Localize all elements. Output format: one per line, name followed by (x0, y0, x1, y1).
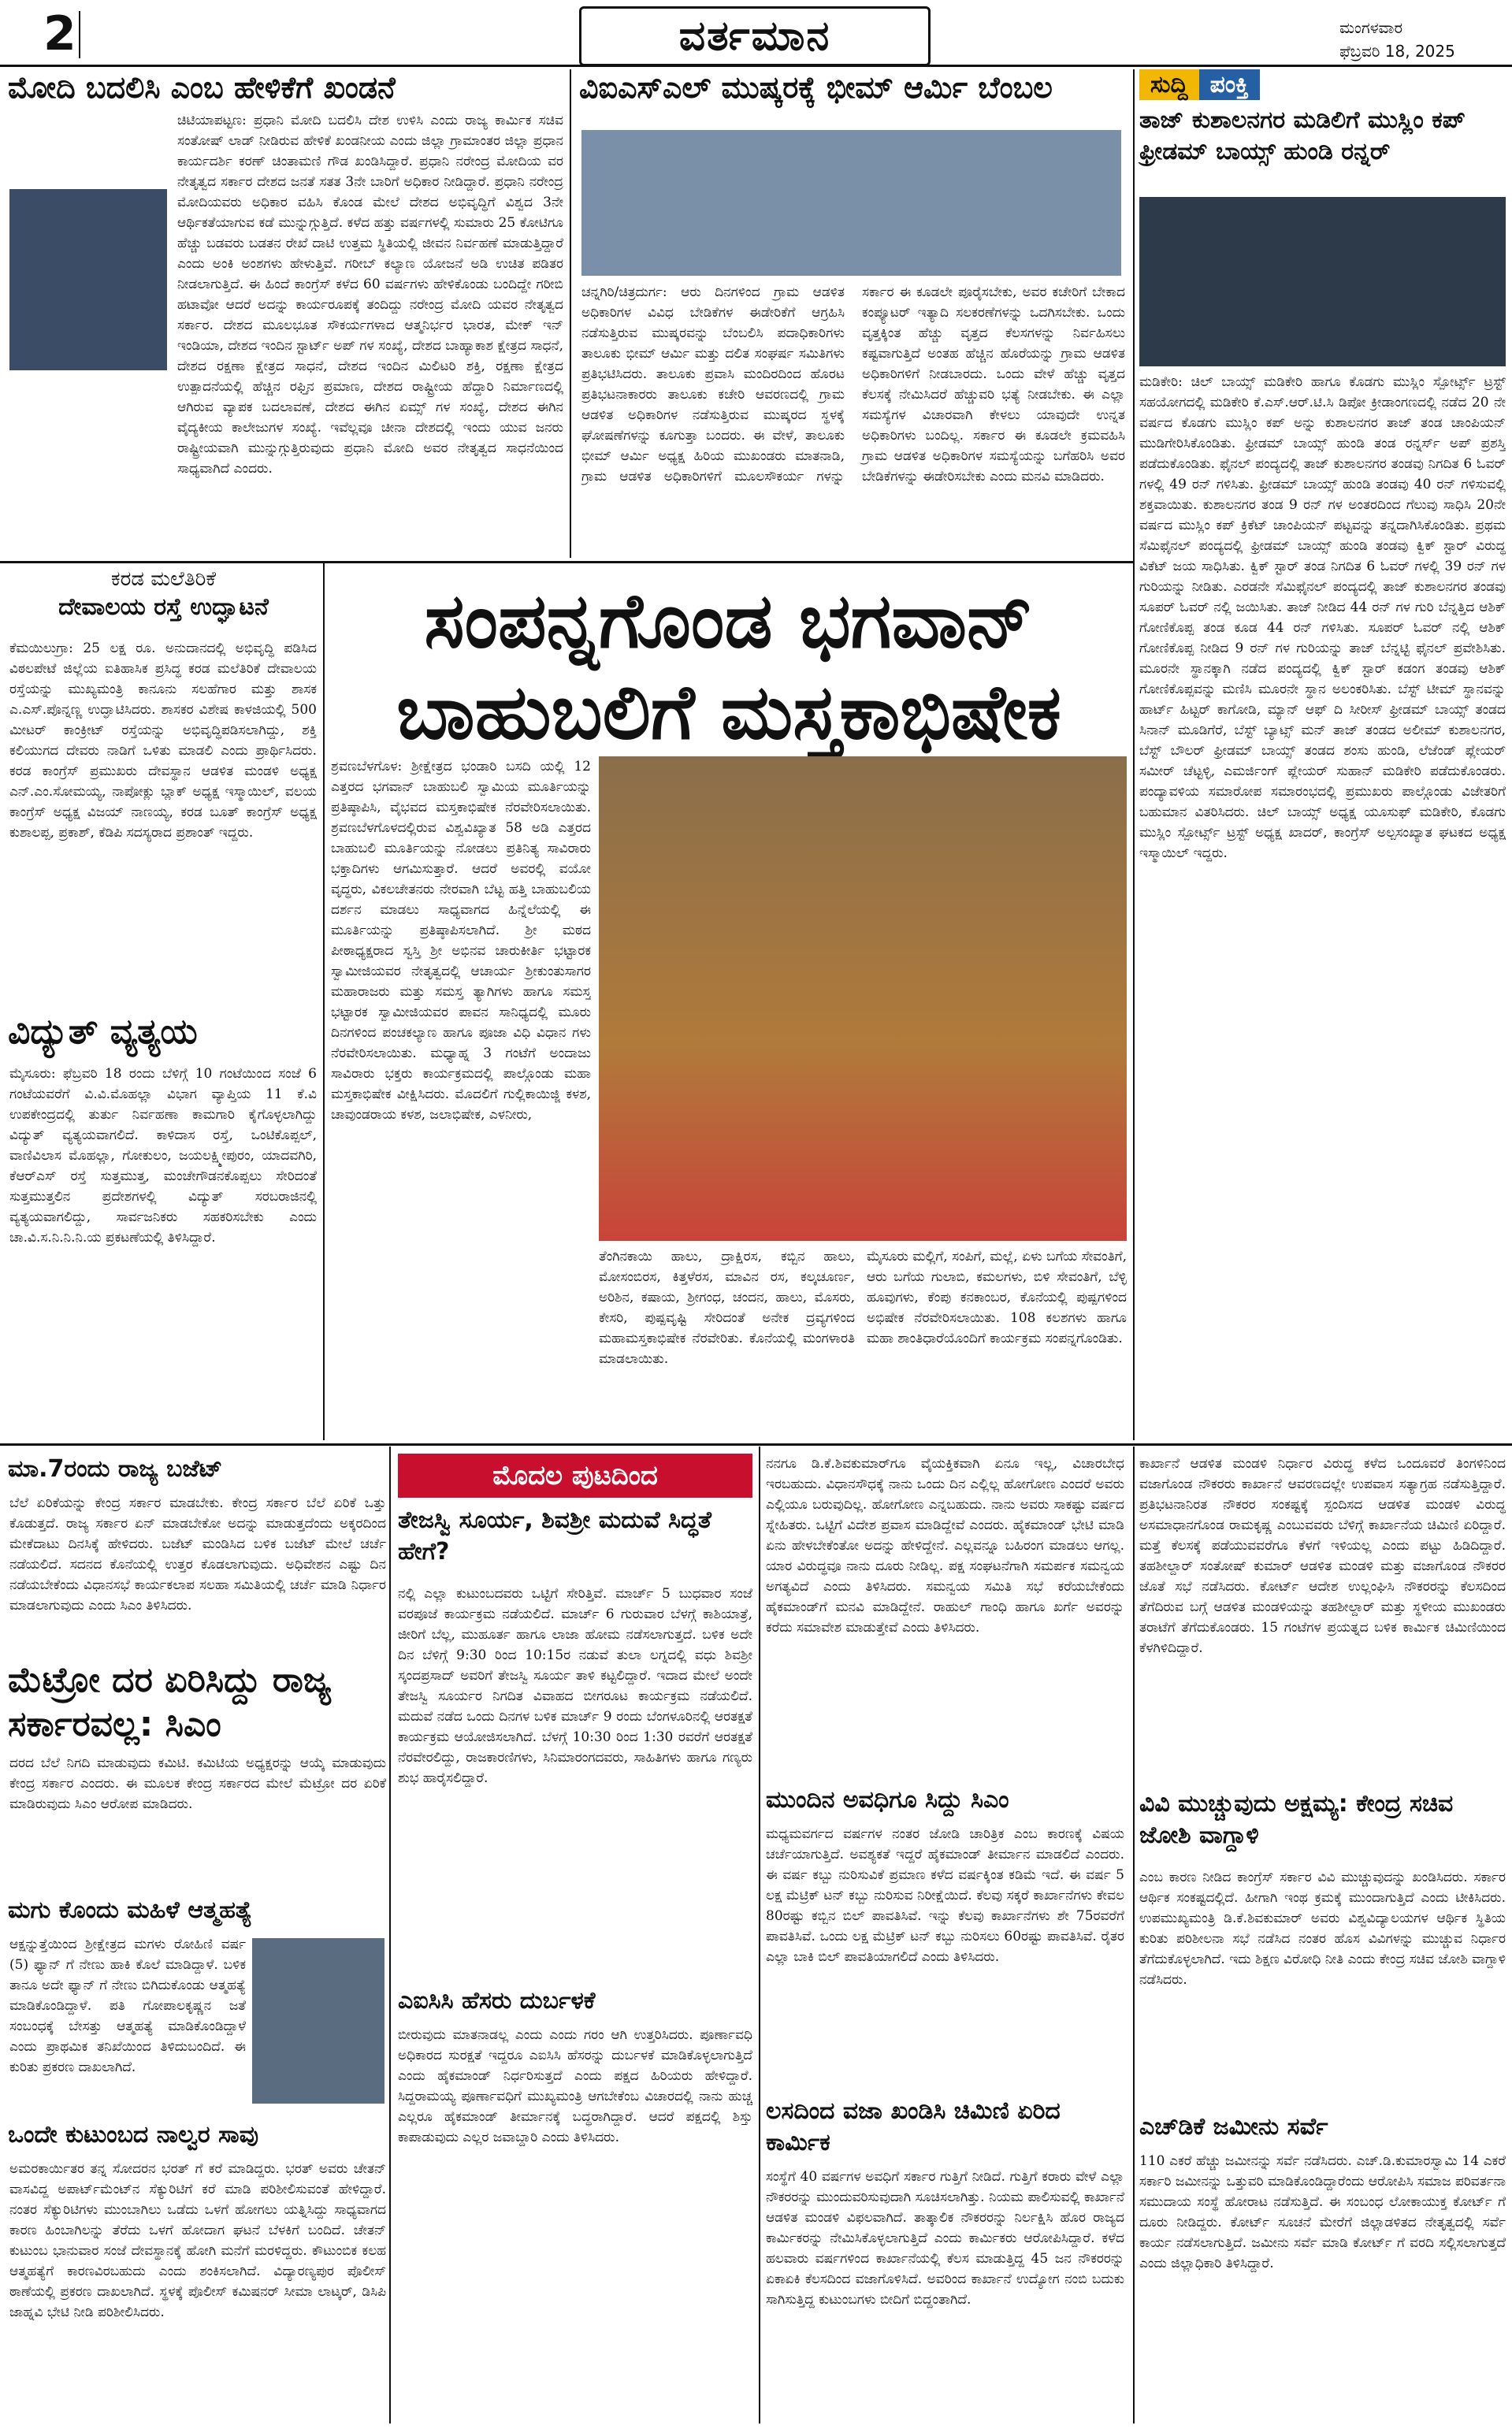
article-body: ಚನ್ನಗಿರಿ/ಚಿತ್ರದುರ್ಗ: ಆರು ದಿನಗಳಿಂದ ಗ್ರಾಮ ಆಡಳಿತ ಅಧಿಕಾರಿಗಳ ವಿವಿಧ ಬೇಡಿಕೆಗಳ ಈಡೇರಿಕೆಗೆ ಆಗ್ರಹಿಸಿ ನಡೆಸುತ್ತಿರುವ ಮುಷ್ಕರವನ್ನು ಬೆಂಬಲಿಸಿ ಪದಾಧಿಕಾರಿಗಳು ತಾಲೂಕು ಭೀಮ್ ಆರ್ಮಿ ಮತ್ತು ದಲಿತ ಸಂಘರ್ಷ ಸಮಿತಿಗಳು ಪ್ರತಿಭಟಿಸಿದರು. ತಾಲೂಕು ಪ್ರವಾಸಿ ಮಂದಿರದಿಂದ ಹೊರಟ ಪ್ರತಿಭಟನಾಕಾರರು ತಾಲೂಕು ಕಚೇರಿ ಆವರಣದಲ್ಲಿ ಗ್ರಾಮ ಆಡಳಿತ ಅಧಿಕಾರಿಗಳ ನಡೆಸುತ್ತಿರುವ ಮುಷ್ಕರದ ಸ್ಥಳಕ್ಕೆ ಘೋಷಣೆಗಳನ್ನು ಕೂಗುತ್ತಾ ಬಂದರು. ಈ ವೇಳೆ, ತಾಲೂಕು ಭೀಮ್ ಆರ್ಮಿ ಅಧ್ಯಕ್ಷ ಹಿರಿಯ ಮುಖಂಡರು ಮಾತನಾಡಿ, ಗ್ರಾಮ ಆಡಳಿತ ಅಧಿಕಾರಿಗಳಿಗೆ ಮೂಲಸೌಕರ್ಯ ಗಳನ್ನು ಸರ್ಕಾರ ಈ ಕೂಡಲೇ ಪೂರೈಸಬೇಕು, ಅವರ ಕಚೇರಿಗೆ ಬೇಕಾದ ಕಂಪ್ಯೂಟರ್ ಇತ್ಯಾದಿ ಸಲಕರಣೆಗಳನ್ನು ಒದಗಿಸಬೇಕು. ಒಂದು ವೃತ್ತಕ್ಕಿಂತ ಹೆಚ್ಚು ವೃತ್ತದ ಕೆಲಸಗಳನ್ನು ನಿರ್ವಹಿಸಲು ಕಷ್ಟವಾಗುತ್ತಿದೆ ಅಂತಹ ಹೆಚ್ಚಿನ ಹೊರೆಯನ್ನು ಗ್ರಾಮ ಆಡಳಿತ ಅಧಿಕಾರಿಗಳಿಗೆ ನೀಡಬಾರದು. ಒಂದು ವೇಳೆ ಹೆಚ್ಚು ವೃತ್ತದ ಕೆಲಸಕ್ಕೆ ನೇಮಿಸಿದರೆ ಹೆಚ್ಚುವರಿ ಭತ್ಯೆ ನೀಡಬೇಕು. ಈ ಎಲ್ಲಾ ಸಮಸ್ಯೆಗಳ ವಿಚಾರವಾಗಿ ಕೇಳಲು ಯಾವುದೇ ಉನ್ನತ ಅಧಿಕಾರಿಗಳು ಬಂದಿಲ್ಲ. ಸರ್ಕಾರ ಈ ಕೂಡಲೇ ಕ್ರಮವಹಿಸಿ ಗ್ರಾಮ ಆಡಳಿತ ಅಧಿಕಾರಿಗಳ ಸಮಸ್ಯೆಯನ್ನು ಬಗೆಹರಿಸಿ ಅವರ ಬೇಡಿಕೆಗಳನ್ನು ಈಡೇರಿಸಬೇಕು ಎಂದು ಮನವಿ ಮಾಡಿದರು. (581, 284, 1125, 485)
headline: ವಿವಿ ಮುಚ್ಚುವುದು ಅಕ್ಷಮ್ಯ: ಕೇಂದ್ರ ಸಚಿವ ಜೋಶಿ ವಾಗ್ದಾಳಿ (1139, 1790, 1454, 1849)
headline: ವಿಐಎಸ್‌ಎಲ್ ಮುಷ್ಕರಕ್ಕೆ ಭೀಮ್ ಆರ್ಮಿ ಬೆಂಬಲ (579, 70, 1053, 105)
headline: ಮೆಟ್ರೋ ದರ ಏರಿಸಿದ್ದು ರಾಜ್ಯ ಸರ್ಕಾರವಲ್ಲ: ಸಿಎಂ (8, 1660, 332, 1744)
headline: ಸಂಪನ್ನಗೊಂಡ ಭಗವಾನ್ ಬಾಹುಬಲಿಗೆ ಮಸ್ತಕಾಭಿಷೇಕ (396, 577, 1061, 756)
article-tejasvi-wedding (398, 1505, 756, 1568)
article-budget (8, 1454, 386, 1485)
issue-day: ಮಂಗಳವಾರ (1339, 18, 1403, 37)
article-photo (252, 1938, 385, 2104)
article-siddu-cm (766, 1785, 1128, 1816)
article-body-continued: ನನಗೂ ಡಿ.ಕೆ.ಶಿವಕುಮಾರ್‌ಗೂ ವೈಯಕ್ತಿಕವಾಗಿ ಏನೂ ಇಲ್ಲ, ವಿಚಾರಬೇಧ ಇರಬಹುದು. ವಿಧಾನಸೌಧಕ್ಕೆ ನಾನು ಒಂದು ದಿನ ಎಲ್ಲಿಲ್ಲ ಹೋಗೋಣ ಎಂದರೆ ಅವರು ಎಲ್ಲಿಯೂ ಬರುವುದಿಲ್ಲ. ಹೋಗೋಣ ಎನ್ನಬಹುದು. ನಾನು ಅವರು ಸಾಕಷ್ಟು ವರ್ಷದ ಸ್ನೇಹಿತರು. ಒಟ್ಟಿಗೆ ವಿದೇಶ ಪ್ರವಾಸ ಮಾಡಿದ್ದೇವೆ ಎಂದರು. ಹೈಕಮಾಂಡ್ ಭೇಟಿ ಮಾಡಿ ಏನು ಹೇಳಬೇಕೆಂತೋ ಅದನ್ನು ಹೇಳಿದ್ದೇನೆ. ಎಲ್ಲವನ್ನೂ ಬಹಿರಂಗ ಮಾಡಲು ಆಗಲ್ಲ. ಯಾರ ವಿರುದ್ಧವೂ ನಾನು ದೂರು ನೀಡಿಲ್ಲ. ಪಕ್ಷ ಸಂಘಟನೆಗಾಗಿ ಸಮರ್ಪಕ ಸಮನ್ವಯ ಅಗತ್ಯವಿದೆ ಎಂದು ತಿಳಿಸಿದರು. ಸಮನ್ವಯ ಸಮಿತಿ ಸಭೆ ಕರೆಯಬೇಕೆಂದು ಹೈಕಮಾಂಡ್‌ಗೆ ಮನವಿ ಮಾಡಿದ್ದೇನೆ. ರಾಹುಲ್ ಗಾಂಧಿ ಹಾಗೂ ಖರ್ಗೆ ಅವರನ್ನು ಕರೆದು ಸಮಾವೇಶ ಮಾಡುತ್ತೇವೆ ಎಂದು ತಿಳಿಸಿದರು. (766, 1456, 1124, 1636)
column-divider (389, 1447, 391, 2423)
article-bhim-army (579, 69, 1131, 106)
article-worker-chimney (766, 2096, 1128, 2159)
article-power-cut (8, 1010, 319, 1054)
article-body: ಅಮರಕಾರ್ಯಿತರ ತನ್ನ ಸೋದರನ ಭರತ್ ಗೆ ಕರೆ ಮಾಡಿದ್ದರು. ಭರತ್ ಅವರು ಚೇತನ್ ವಾಸವಿದ್ದ ಅಪಾರ್ಟ್‌ಮೆಂಟ್‌ನ ಸೆಕ್ಯುರಿಟಿಗೆ ಕರೆ ಮಾಡಿ ಪರಿಶೀಲಿಸುವಂತೆ ಹೇಳಿದ್ದಾರೆ. ನಂತರ ಸೆಕ್ಯುರಿಟಿಗಳು ಮುಂಬಾಗಿಲು ಒಡೆದು ಒಳಗೆ ಹೋಗಲು ಯತ್ನಿಸಿದ್ದು ಸಾಧ್ಯವಾಗದ ಕಾರಣ ಹಿಂಬಾಗಿಲನ್ನು ತೆರೆದು ಒಳಗೆ ಹೋದಾಗ ಘಟನೆ ಬೆಳಕಿಗೆ ಬಂದಿದೆ. ಚೇತನ್ ಕುಟುಂಬ ಭಾನುವಾರ ಸಂಜೆ ದೇವಸ್ಥಾನಕ್ಕೆ ಹೋಗಿ ಮನೆಗೆ ಮರಳಿದ್ದರು. ಕೌಟುಂಬಿಕ ಕಲಹ ಆತ್ಮಹತ್ಯೆಗೆ ಕಾರಣವಿರಬಹುದು ಎಂದು ಶಂಕಿಸಲಾಗಿದೆ. ವಿದ್ಯಾರಣ್ಯಪುರ ಪೊಲೀಸ್ ಠಾಣೆಯಲ್ಲಿ ಪ್ರಕರಣ ದಾಖಲಾಗಿದೆ. ಸ್ಥಳಕ್ಕೆ ಪೊಲೀಸ್ ಕಮಿಷನರ್ ಸೀಮಾ ಲಾಟ್ಕರ್, ಡಿಸಿಪಿ ಜಾಹ್ನವಿ ಭೇಟಿ ನೀಡಿ ಪರಿಶೀಲಿಸಿದರು. (9, 2161, 386, 2320)
column-divider (323, 561, 325, 1440)
article-modi-statement (8, 69, 567, 106)
headline: ಮಾ.7ರಂದು ರಾಜ್ಯ ಬಜೆಟ್ (8, 1455, 223, 1483)
column-divider (759, 1447, 760, 2423)
article-family-deaths (8, 2119, 386, 2151)
section-rule (0, 1443, 1512, 1446)
tag-pankti: ಪಂಕ್ತಿ (1199, 69, 1260, 100)
article-aicc-misuse (398, 1985, 756, 2017)
article-photo (9, 189, 167, 370)
article-suicide (8, 1895, 386, 1926)
article-photo (1139, 197, 1506, 366)
issue-date (1339, 16, 1455, 63)
article-temple-road (8, 567, 319, 623)
article-body-continued: ಕಾರ್ಖಾನೆ ಆಡಳಿತ ಮಂಡಳಿ ನಿರ್ಧಾರ ವಿರುದ್ಧ ಕಳೆದ ಒಂದೂವರೆ ತಿಂಗಳಿನಿಂದ ವಜಾಗೊಂಡ ನೌಕರರು ಕಾರ್ಖಾನೆ ಆವರಣದಲ್ಲೇ ಉಪವಾಸ ಸತ್ಯಾಗ್ರಹ ನಡೆಸುತ್ತಿದ್ದಾರೆ. ಪ್ರತಿಭಟನಾನಿರತ ನೌಕರರ ಸಂಕಷ್ಟಕ್ಕೆ ಸ್ಪಂದಿಸದ ಆಡಳಿತ ಮಂಡಳಿ ವಿರುದ್ಧ ಅಸಮಾಧಾನಗೊಂಡ ರಾಮಕೃಷ್ಣ ಎಂಬುವವರು ಬೆಳಿಗ್ಗೆ ಕಾರ್ಖಾನೆಯ ಚಿಮಿಣಿ ಏರಿದ್ದಾರೆ. ಮತ್ತೆ ಕೆಲಸಕ್ಕೆ ಪಡೆಯುವವರೆಗೂ ಕೆಳಗೆ ಇಳಿಯಲ್ಲ ಎಂದು ಪಟ್ಟು ಹಿಡಿದಿದ್ದಾರೆ. ತಹಶೀಲ್ದಾರ್ ಸಂತೋಷ್ ಕುಮಾರ್ ಆಡಳಿತ ಮಂಡಳಿ ಮತ್ತು ವಜಾಗೊಂಡ ನೌಕರರ ಜೊತೆ ಸಭೆ ನಡೆಸಿದರು. ಕೋರ್ಟ್ ಆದೇಶ ಉಲ್ಲಂಘಿಸಿ ನೌಕರರನ್ನು ಕೆಲಸದಿಂದ ತೆಗೆದಿರುವ ಬಗ್ಗೆ ಆಡಳಿತ ಮಂಡಳಿಯನ್ನು ತಹಶೀಲ್ದಾರ್ ಮತ್ತು ಸ್ಥಳೀಯ ಮುಖಂಡರು ತರಾಟೆಗೆ ತೆಗೆದುಕೊಂಡರು. 15 ಗಂಟೆಗಳ ಪ್ರಯತ್ನದ ಬಳಿಕ ಕಾರ್ಮಿಕ ಚಿಮಿಣಿಯಿಂದ ಕೆಳಗಿಳಿದಿದ್ದಾರೆ. (1139, 1456, 1506, 1656)
article-body: ನಲ್ಲಿ ಎಲ್ಲಾ ಕುಟುಂಬದವರು ಒಟ್ಟಿಗೆ ಸೇರಿತ್ತಿವೆ. ಮಾರ್ಚ್ 5 ಬುಧವಾರ ಸಂಜೆ ವರಪೂಜೆ ಕಾರ್ಯಕ್ರಮ ನಡೆಯಲಿದೆ. ಮಾರ್ಚ್ 6 ಗುರುವಾರ ಬೆಳಗ್ಗೆ ಕಾಶಿಯಾತ್ರೆ, ಜೀರಿಗೆ ಬೆಲ್ಲ, ಮುಹೂರ್ತ ಹಾಗೂ ಲಾಜಾ ಹೋಮ ನಡೆಸಲಾಗುತ್ತದೆ. ಬಳಿಕ ಅದೇ ದಿನ ಬೆಳಿಗ್ಗೆ 9:30 ರಿಂದ 10:15ರ ನಡುವೆ ತುಲಾ ಲಗ್ನದಲ್ಲಿ ವಧು ಶಿವಶ್ರೀ ಸ್ಕಂದಪ್ರಸಾದ್‌ ಅವರಿಗೆ ತೇಜಸ್ವಿ ಸೂರ್ಯ ತಾಳಿ ಕಟ್ಟಲಿದ್ದಾರೆ. ಇದಾದ ಮೇಲೆ ಅಂದೇ ತೇಜಸ್ವಿ ಸೂರ್ಯರ ನಿಗದಿತ ವಿವಾಹದ ಬೀಗರೂಟ ಕಾರ್ಯಕ್ರಮ ನಡೆಯಲಿದೆ. ಮದುವೆ ನಡೆದ ಒಂದು ದಿನಗಳ ಬಳಿಕ ಮಾರ್ಚ್ 9 ರಂದು ಬೆಂಗಳೂರಿನಲ್ಲಿ ಆರತಕ್ಷತೆ ಕಾರ್ಯಕ್ರಮ ಆಯೋಜಿಸಲಾಗಿದೆ. ಬೆಳಗ್ಗೆ 10:30 ರಿಂದ 1:30 ರವರೆಗೆ ಆರತಕ್ಷತೆ ನೆರವೇರಲಿದ್ದು, ರಾಜಕಾರಣಿಗಳು, ಸಿನಿಮಾರಂಗದವರು, ಸಾಹಿತಿಗಳು ಹಾಗೂ ಗಣ್ಯರು ಶುಭ ಹಾರೈಸಲಿದ್ದಾರೆ. (398, 1586, 752, 1786)
column-divider (1133, 69, 1135, 1440)
article-body: ಆಕ್ಷನ್ನುತ್ತೆಯಿಂದ ಶ್ರೀಕ್ಷೇತ್ರದ ಮಗಳು ರೋಹಿಣಿ ವರ್ಷ (5) ಫ್ಯಾನ್ ಗೆ ನೇಣು ಹಾಕಿ ಕೊಲೆ ಮಾಡಿದ್ದಾಳೆ. ಬಳಿಕ ತಾನೂ ಅದೇ ಫ್ಯಾನ್ ಗೆ ನೇಣು ಬಿಗಿದುಕೊಂಡು ಆತ್ಮಹತ್ಯೆ ಮಾಡಿಕೊಂಡಿದ್ದಾಳೆ. ಪತಿ ಗೋಪಾಲಕೃಷ್ಣನ ಜತೆ ಸಂಬಂಧಕ್ಕೆ ಬೇಸತ್ತು ಆತ್ಮಹತ್ಯೆ ಮಾಡಿಕೊಂಡಿದ್ದಾಳೆ ಎಂದು ಪ್ರಾಥಮಿಕ ತನಿಖೆಯಿಂದ ತಿಳಿದುಬಂದಿದೆ. ಈ ಕುರಿತು ಪ್ರಕರಣ ದಾಖಲಾಗಿದೆ. (9, 1937, 246, 2075)
header-divider (79, 11, 80, 58)
headline: ಎಐಸಿಸಿ ಹೆಸರು ದುರ್ಬಳಕೆ (398, 1987, 596, 2015)
article-bahubali (331, 575, 1127, 758)
article-body: ಮಡಿಕೇರಿ: ಚಿಲ್ ಬಾಯ್ಸ್ ಮಡಿಕೇರಿ ಹಾಗೂ ಕೊಡಗು ಮುಸ್ಲಿಂ ಸ್ಪೋರ್ಟ್ಸ್ ಟ್ರಸ್ಟ್ ಸಹಯೋಗದಲ್ಲಿ ಮಡಿಕೇರಿ ಕೆ.ಎಸ್.ಆರ್.ಟಿ.ಸಿ ಡಿಪೋ ಕ್ರೀಡಾಂಗಣದಲ್ಲಿ ನಡೆದ 20 ನೇ ವರ್ಷದ ಕೊಡಗು ಮುಸ್ಲಿಂ ಕಪ್ ಅನ್ನು ಕುಶಾಲನಗರ ತಾಜ್ ತಂಡ ಚಾಂಪಿಯನ್ ಮುಡಿಗೇರಿಸಿಕೊಂಡಿತು. ಫ್ರೀಡಮ್ ಬಾಯ್ಸ್ ಹುಂಡಿ ತಂಡ ರನ್ನರ್ಸ್ ಅಪ್ ಪ್ರಶಸ್ತಿ ಪಡೆದುಕೊಂಡಿತು. ಫೈನಲ್ ಪಂದ್ಯದಲ್ಲಿ ತಾಜ್ ಕುಶಾಲನಗರ ತಂಡವು ನಿಗದಿತ 6 ಓವರ್ ಗಳಲ್ಲಿ 49 ರನ್ ಗಳಿಸಿತು. ಫ್ರೀಡಮ್ ಬಾಯ್ಸ್ ಹುಂಡಿ ತಂಡವು 40 ರನ್ ಗಳಿಸುವಲ್ಲಿ ಶಕ್ತವಾಯಿತು. ಕುಶಾಲನಗರ ತಂಡ 9 ರನ್ ಗಳ ಅಂತರದಿಂದ ಗೆಲುವು ಸಾಧಿಸಿ 20ನೇ ವರ್ಷದ ಮುಸ್ಲಿಂ ಕಪ್ ಕ್ರಿಕೆಟ್ ಚಾಂಪಿಯನ್ ಪಟ್ಟವನ್ನು ತನ್ನದಾಗಿಸಿಕೊಂಡಿತು. ಪ್ರಥಮ ಸೆಮಿಫೈನಲ್ ಪಂದ್ಯದಲ್ಲಿ ಫ್ರೀಡಮ್ ಬಾಯ್ಸ್ ಹುಂಡಿ ತಂಡವು ಕ್ವಿಕ್ ಸ್ಟಾರ್ ವಿರುದ್ಧ ವಿಕೆಟ್ ಜಯ ಸಾಧಿಸಿತು. ಕ್ವಿಕ್ ಸ್ಟಾರ್ ತಂಡ ನಿಗದಿತ 6 ಓವರ್ ಗಳಲ್ಲಿ 39 ರನ್ ಗಳ ಗುರಿಯನ್ನು ನೀಡಿತು. ಎರಡನೇ ಸೆಮಿಫೈನಲ್ ಪಂದ್ಯದಲ್ಲಿ ತಾಜ್ ಕುಶಾಲನಗರ ತಂಡವು ಸೂಪರ್ ಓವರ್ ನಲ್ಲಿ ಜಯಿಸಿತು. ತಾಜ್ ನೀಡಿದ 44 ರನ್ ಗಳ ಗುರಿ ಬೆನ್ನತ್ತಿದ ಆಶಿಕ್ ಗೋಣಿಕೊಪ್ಪ ತಂಡ ಕೂಡ 44 ರನ್ ಗಳಿಸಿತು. ಸೂಪರ್ ಓವರ್ ನಲ್ಲಿ ಆಶಿಕ್ ಗೋಣಿಕೊಪ್ಪ ನೀಡಿದ 9 ರನ್ ಗಳ ಗುರಿಯನ್ನು ತಾಜ್ ಬೆನ್ನಟ್ಟಿ ಫೈನಲ್ ಪ್ರವೇಶಿಸಿತು. ಮೂರನೇ ಸ್ಥಾನಕ್ಕಾಗಿ ನಡೆದ ಪಂದ್ಯದಲ್ಲಿ ಕ್ವಿಕ್ ಸ್ಟಾರ್ ಕಡಂಗ ತಂಡವು ಆಶಿಕ್ ಗೋಣಿಕೊಪ್ಪವನ್ನು ಮಣಿಸಿ ಮೂರನೇ ಸ್ಥಾನ ಅಲಂಕರಿಸಿತು. ಬೆಸ್ಟ್ ಟೀಮ್ ಸ್ಥಾನವನ್ನು ಹಾರ್ಟ್ ಹಿಟ್ಟರ್ ಕಾಗೋಡಿ, ಮ್ಯಾನ್ ಆಫ್ ದಿ ಸೀರೀಸ್ ಫ್ರೀಡಮ್ ಬಾಯ್ಸ್ ತಂಡದ ಸಿನಾನ್ ಮೂಡಿಗೆರೆ, ಬೆಸ್ಟ್ ಬ್ಯಾಟ್ಸ್ ಮನ್ ತಾಜ್ ತಂಡದ ಅಲೀಮ್ ಕುಶಾಲನಗರ, ಬೆಸ್ಟ್ ಬೌಲರ್ ಫ್ರೀಡಮ್ ಬಾಯ್ಸ್ ತಂಡದ ಶಂಸು ಹುಂಡಿ, ಲೆಜೆಂಡ್ ಪ್ಲೇಯರ್ ಸಮೀರ್ ಚೆಟ್ಟಳ್ಳಿ, ಎಮರ್ಜಿಂಗ್ ಪ್ಲೇಯರ್ ಸುಹಾನ್ ಮಡಿಕೇರಿ ಪಡೆದುಕೊಂಡರು. ಪಂದ್ಯಾವಳಿಯ ಸಮಾರೋಪ ಸಮಾರಂಭದಲ್ಲಿ ಪ್ರಮುಖರು ಪಾಲ್ಗೊಂಡು ವಿಜೇತರಿಗೆ ಬಹುಮಾನ ವಿತರಿಸಿದರು. ಚಿಲ್ ಬಾಯ್ಸ್ ಅಧ್ಯಕ್ಷ ಯೂಸುಫ್ ಮಡಿಕೇರಿ, ಕೊಡಗು ಮುಸ್ಲಿಂ ಸ್ಪೋರ್ಟ್ಸ್ ಟ್ರಸ್ಟ್ ಅಧ್ಯಕ್ಷ ಖಾದರ್, ಕಾಂಗ್ರೆಸ್ ಅಲ್ಪಸಂಖ್ಯಾತ ಘಟಕದ ಅಧ್ಯಕ್ಷ ಇಸ್ಮಾಯಿಲ್ ಇದ್ದರು. (1139, 374, 1506, 861)
page-number: 2 (43, 6, 76, 61)
section-rule (0, 561, 1133, 563)
article-photo (581, 130, 1121, 276)
column-divider (1133, 1447, 1135, 2423)
headline: ಮುಂದಿನ ಅವಧಿಗೂ ಸಿದ್ದು ಸಿಎಂ (766, 1786, 1009, 1814)
issue-date-text: ಫೆಬ್ರವರಿ 18, 2025 (1339, 42, 1455, 61)
article-muslim-cup (1139, 69, 1506, 168)
headline: ವಿದ್ಯುತ್ ವ್ಯತ್ಯಯ (8, 1012, 198, 1052)
article-vv-closure (1139, 1788, 1506, 1851)
headline: ಮಗು ಕೊಂದು ಮಹಿಳೆ ಆತ್ಮಹತ್ಯೆ (8, 1896, 253, 1924)
article-body: ಸಂಸ್ಥೆಗೆ 40 ವರ್ಷಗಳ ಅವಧಿಗೆ ಸರ್ಕಾರ ಗುತ್ತಿಗೆ ನೀಡಿದೆ. ಗುತ್ತಿಗೆ ಕರಾರು ವೇಳೆ ಎಲ್ಲಾ ನೌಕರರನ್ನು ಮುಂದುವರಿಸುವುದಾಗಿ ಸೂಚಿಸಲಾಗಿತ್ತು. ನಿಯಮ ಪಾಲಿಸುವಲ್ಲಿ ಕಾರ್ಖಾನೆ ಆಡಳಿತ ಮಂಡಳಿ ವಿಫಲವಾಗಿದೆ. ತಾತ್ಕಾಲಿಕ ನೌಕರರನ್ನು ನಿರ್ಲಕ್ಷಿಸಿ ಹೊರ ರಾಜ್ಯದ ಕಾರ್ಮಿಕರನ್ನು ನೇಮಿಸಿಕೊಳ್ಳಲಾಗುತ್ತಿದೆ ಎಂದು ಕಾರ್ಮಿಕರು ಆರೋಪಿಸಿದ್ದಾರೆ. ಕಳೆದ ಹಲವಾರು ವರ್ಷಗಳಿಂದ ಕಾರ್ಖಾನೆಯಲ್ಲಿ ಕೆಲಸ ಮಾಡುತ್ತಿದ್ದ 45 ಜನ ನೌಕರರನ್ನು ಏಕಾಏಕಿ ಕೆಲಸದಿಂದ ವಜಾಗೊಳಿಸಿದೆ. ಅವರಿಂದ ಕಾರ್ಖಾನೆ ಉದ್ಯೋಗ ನಂಬಿ ಬದುಕು ಸಾಗಿಸುತ್ತಿದ್ದ ಕುಟುಂಬಗಳು ಬೀದಿಗೆ ಬಿದ್ದಂತಾಗಿದೆ. (766, 2169, 1124, 2308)
article-body: ಬೀರುವುದು ಮಾತನಾಡಲ್ಲ ಎಂದು ಎಂದು ಗರಂ ಆಗಿ ಉತ್ತರಿಸಿದರು. ಪೂರ್ಣಾವಧಿ ಅಧಿಕಾರದ ಸುರಕ್ಷತೆ ಇದ್ದರೂ ಎಐಸಿಸಿ ಹೆಸರನ್ನು ದುರ್ಬಳಕೆ ಮಾಡಿಕೊಳ್ಳಲಾಗುತ್ತಿದೆ ಎಂದು ಹೈಕಮಾಂಡ್ ನಿರ್ಧರಿಸುತ್ತದೆ ಎಂದು ಪಕ್ಷದ ಹಿರಿಯರು ಹೇಳಿದ್ದಾರೆ. ಸಿದ್ದರಾಮಯ್ಯ ಪೂರ್ಣಾವಧಿಗೆ ಮುಖ್ಯಮಂತ್ರಿ ಆಗಬೇಕೆಂಬ ವಿಚಾರದಲ್ಲಿ ನಾನು ಹುಚ್ಚ ಎಲ್ಲರೂ ಹೈಕಮಾಂಡ್ ತೀರ್ಮಾನಕ್ಕೆ ಬದ್ಧರಾಗಿದ್ದಾರೆ. ಆದರೆ ಪಕ್ಷದಲ್ಲಿ ಶಿಸ್ತು ಕಾಪಾಡುವುದು ಎಲ್ಲರ ಜವಾಬ್ದಾರಿ ಎಂದು ತಿಳಿಸಿದರು. (398, 2027, 752, 2145)
article-body: ಬೆಲೆ ಏರಿಕೆಯನ್ನು ಕೇಂದ್ರ ಸರ್ಕಾರ ಮಾಡಬೇಕು. ಕೇಂದ್ರ ಸರ್ಕಾರ ಬೆಲೆ ಏರಿಕೆ ಒತ್ತು ಕೊಡುತ್ತದೆ. ರಾಜ್ಯ ಸರ್ಕಾರ ಏನ್ ಮಾಡಬೇಕೋ ಅದನ್ನು ಮಾಡುತ್ತದೆಂದು ಅಕ್ಕರದಿಂದ ಮೇಕೆದಾಟು ದಿನಸಿಕ್ಕೆ ಹೇಳಿದರು. ಬಜೆಟ್ ಮಂಡಿಸಿದ ಬಳಿಕ ಬಜೆಟ್ ಮೇಲೆ ಚರ್ಚೆ ನಡೆಯಲಿದೆ. ಸದನದ ಕೊನೆಯಲ್ಲಿ ಉತ್ತರ ಕೊಡಲಾಗುವುದು. ಅಧಿವೇಶನ ಎಷ್ಟು ದಿನ ನಡೆಯಬೇಕೆಂದು ವಿಧಾನಸಭೆ ಕಾರ್ಯಕಲಾಪ ಸಲಹಾ ಸಮಿತಿಯಲ್ಲಿ ಚರ್ಚೆ ಮಾಡಿ ನಿರ್ಧಾರ ಮಾಡಲಾಗುವುದು ಎಂದು ಸಿಎಂ ತಿಳಿಸಿದರು. (9, 1495, 386, 1614)
headline: ತೇಜಸ್ವಿ ಸೂರ್ಯ, ಶಿವಶ್ರೀ ಮದುವೆ ಸಿದ್ಧತೆ ಹೇಗೆ? (398, 1506, 711, 1565)
kicker: ಕರಡ ಮಲೆತಿರಿಕೆ (110, 567, 217, 591)
article-body: 110 ಎಕರೆ ಹೆಚ್ಚು ಜಮೀನನ್ನು ಸರ್ವೆ ನಡೆಸಿದರು. ಎಚ್.ಡಿ.ಕುಮಾರಸ್ವಾಮಿ 14 ಎಕರೆ ಸರ್ಕಾರಿ ಜಮೀನನ್ನು ಒತ್ತುವರಿ ಮಾಡಿಕೊಂಡಿದ್ದಾರೆಂದು ಆರೋಪಿಸಿ ಸಮಾಜ ಪರಿವರ್ತನಾ ಸಮುದಾಯ ಸಂಸ್ಥೆ ಹೋರಾಟ ನಡೆಸುತ್ತಿದೆ. ಈ ಸಂಬಂಧ ಲೋಕಾಯುಕ್ತ ಕೋರ್ಟ್ ಗೆ ದೂರು ನೀಡಿದ್ದರು. ಕೋರ್ಟ್ ಸೂಚನೆ ಮೇರೆಗೆ ಜಿಲ್ಲಾಡಳಿತದ ನೇತೃತ್ವದಲ್ಲಿ ಸರ್ವೆ ಕಾರ್ಯ ನಡೆಸಲಾಗುತ್ತಿದೆ. ಜಮೀನು ಸರ್ವೆ ಮಾಡಿ ಕೋರ್ಟ್ ಗೆ ವರದಿ ಸಲ್ಲಿಸಲಾಗುತ್ತದೆ ಎಂದು ಜಿಲ್ಲಾಧಿಕಾರಿ ತಿಳಿಸಿದ್ದಾರೆ. (1139, 2153, 1506, 2271)
masthead: ವರ್ತಮಾನ (579, 6, 931, 66)
headline: ಮೋದಿ ಬದಲಿಸಿ ಎಂಬ ಹೇಳಿಕೆಗೆ ಖಂಡನೆ (8, 70, 396, 105)
article-body-left: ಶ್ರವಣಬೆಳಗೊಳ: ಶ್ರೀಕ್ಷೇತ್ರದ ಭಂಡಾರಿ ಬಸದಿ ಯಲ್ಲಿ 12 ಎತ್ತರದ ಭಗವಾನ್ ಬಾಹುಬಲಿ ಸ್ವಾಮಿಯ ಮೂರ್ತಿಯನ್ನು ಪ್ರತಿಷ್ಠಾಪಿಸಿ, ವೈಭವದ ಮಸ್ತಕಾಭಿಷೇಕ ನೆರವೇರಿಸಲಾಯಿತು. ಶ್ರವಣಬೆಳಗೊಳದಲ್ಲಿರುವ ವಿಶ್ವವಿಖ್ಯಾತ 58 ಅಡಿ ಎತ್ತರದ ಬಾಹುಬಲಿ ಮೂರ್ತಿಯನ್ನು ನೋಡಲು ಪ್ರತಿನಿತ್ಯ ಸಾವಿರಾರು ಭಕ್ತಾದಿಗಳು ಆಗಮಿಸುತ್ತಾರೆ. ಆದರೆ ಅವರಲ್ಲಿ ವಯೋ ವೃದ್ಧರು, ವಿಕಲಚೇತನರು ನೇರವಾಗಿ ಬೆಟ್ಟ ಹತ್ತಿ ಬಾಹುಬಲಿಯ ದರ್ಶನ ಮಾಡಲು ಸಾಧ್ಯವಾಗದ ಹಿನ್ನೆಲೆಯಲ್ಲಿ ಈ ಮೂರ್ತಿಯನ್ನು ಪ್ರತಿಷ್ಠಾಪಿಸಲಾಗಿದೆ. ಶ್ರೀ ಮಠದ ಪೀಠಾಧ್ಯಕ್ಷರಾದ ಸ್ವಸ್ತಿ ಶ್ರೀ ಅಭಿನವ ಚಾರುಕೀರ್ತಿ ಭಟ್ಟಾರಕ ಸ್ವಾಮೀಜಿಯವರ ನೇತೃತ್ವದಲ್ಲಿ ಆಚಾರ್ಯ ಶ್ರೀಕುಂತುಸಾಗರ ಮಹಾರಾಜರು ಮತ್ತು ಸಮಸ್ತ ತ್ಯಾಗಿಗಳು ಹಾಗೂ ಸಮಸ್ತ ಭಟ್ಟಾರಕ ಸ್ವಾಮೀಜಿಯವರ ಪಾವನ ಸಾನಿಧ್ಯದಲ್ಲಿ ಮೂರು ದಿನಗಳಿಂದ ಪಂಚಕಲ್ಯಾಣ ಹಾಗೂ ಪೂಜಾ ವಿಧಿ ವಿಧಾನ ಗಳು ನೆರವೇರಿಸಲಾಯಿತು. ಮಧ್ಯಾಹ್ನ 3 ಗಂಟೆಗೆ ಅಂದಾಜು ಸಾವಿರಾರು ಭಕ್ತರು ಕಾರ್ಯಕ್ರಮದಲ್ಲಿ ಪಾಲ್ಗೊಂಡು ಮಹಾ ಮಸ್ತಕಾಭಿಷೇಕ ವೀಕ್ಷಿಸಿದರು. ಮೊದಲಿಗೆ ಗುಲ್ಲಿಕಾಯಿಜ್ಜಿ ಕಳಶ, ಚಾವುಂಡರಾಯ ಕಳಶ, ಜಲಾಭಿಷೇಕ, ಎಳನೀರು, (331, 759, 591, 1123)
article-photo (599, 756, 1127, 1241)
headline: ದೇವಾಲಯ ರಸ್ತೆ ಉದ್ಘಾಟನೆ (58, 593, 269, 621)
column-divider (570, 69, 571, 558)
header-rule (0, 65, 1512, 67)
section-tag (1139, 69, 1506, 100)
article-body: ಕೆಮಯಿಲುಗ್ರಾ: 25 ಲಕ್ಷ ರೂ. ಅನುದಾನದಲ್ಲಿ ಅಭಿವೃದ್ಧಿ ಪಡಿಸಿದ ವಿಠಲಪೇಟೆ ಜಿಲ್ಲೆಯ ಐತಿಹಾಸಿಕ ಪ್ರಸಿದ್ಧ ಕರಡ ಮಲೆತಿರಿಕೆ ದೇವಾಲಯ ರಸ್ತೆಯನ್ನು ಮುಖ್ಯಮಂತ್ರಿ ಕಾನೂನು ಸಲಹೆಗಾರ ಮತ್ತು ಶಾಸಕ ಎ.ಎಸ್.ಪೊನ್ನಣ್ಣ ಉದ್ಘಾಟಿಸಿದರು. ಶಾಸಕರ ವಿಶೇಷ ಕಾಳಜಿಯಲ್ಲಿ 500 ಮೀಟರ್ ಕಾಂಕ್ರೀಟ್ ರಸ್ತೆಯನ್ನು ಅಭಿವೃದ್ಧಿಪಡಿಸಲಾಗಿದ್ದು, ಶಕ್ತಿ ಕಲಿಯುಗದ ದೇವರು ನಾಡಿಗೆ ಒಳಿತು ಮಾಡಲಿ ಎಂದು ಪ್ರಾರ್ಥಿಸಿದರು. ಕರಡ ಕಾಂಗ್ರೆಸ್ ಪ್ರಮುಖರು ದೇವಸ್ಥಾನ ಆಡಳಿತ ಮಂಡಳಿ ಅಧ್ಯಕ್ಷ ಎನ್.ಎಂ.ಸೋಮಯ್ಯ, ನಾಪೋಕ್ಲು ಬ್ಲಾಕ್ ಅಧ್ಯಕ್ಷ ಇಸ್ಮಾಯಿಲ್, ವಲಯ ಕಾಂಗ್ರೆಸ್ ಅಧ್ಯಕ್ಷ ವಿಜಯ್ ನಾಣಯ್ಯ, ಕರಡ ಬೂತ್ ಕಾಂಗ್ರೆಸ್ ಅಧ್ಯಕ್ಷ ಕುಶಾಲಪ್ಪ, ಪ್ರಕಾಶ್, ಕೆಡಿಪಿ ಸದಸ್ಯರಾದ ಪ್ರಶಾಂತ್ ಇದ್ದರು. (9, 641, 317, 841)
article-body: ದರದ ಬೆಲೆ ನಿಗದಿ ಮಾಡುವುದು ಕಮಿಟಿ. ಕಮಿಟಿಯ ಅಧ್ಯಕ್ಷರನ್ನು ಆಯ್ಕೆ ಮಾಡುವುದು ಕೇಂದ್ರ ಸರ್ಕಾರ ಎಂದರು. ಈ ಮೂಲಕ ಕೇಂದ್ರ ಸರ್ಕಾರದ ಮೇಲೆ ಮೆಟ್ರೋ ದರ ಏರಿಕೆ ಮಾಡಿರುವುದು ಸಿಎಂ ಆರೋಪ ಮಾಡಿದರು. (9, 1755, 386, 1812)
article-hdk-survey (1139, 2111, 1506, 2143)
headline: ತಾಜ್ ಕುಶಾಲನಗರ ಮಡಿಲಿಗೆ ಮುಸ್ಲಿಂ ಕಪ್ ಫ್ರೀಡಮ್ ಬಾಯ್ಸ್ ಹುಂಡಿ ರನ್ನರ್ (1139, 106, 1466, 165)
article-body: ಎಂಬ ಕಾರಣ ನೀಡಿದ ಕಾಂಗ್ರೆಸ್ ಸರ್ಕಾರ ವಿವಿ ಮುಚ್ಚುವುದನ್ನು ಖಂಡಿಸಿದರು. ಸರ್ಕಾರ ಆರ್ಥಿಕ ಸಂಕಷ್ಟದಲ್ಲಿದೆ. ಹೀಗಾಗಿ ಇಂಥ ಕ್ರಮಕ್ಕೆ ಮುಂದಾಗುತ್ತಿದೆ ಎಂದು ಟೀಕಿಸಿದರು. ಉಪಮುಖ್ಯಮಂತ್ರಿ ಡಿ.ಕೆ.ಶಿವಕುಮಾರ್ ಅವರು ವಿಶ್ವವಿದ್ಯಾಲಯಗಳ ಆರ್ಥಿಕ ಸ್ಥಿತಿಯ ಕುರಿತು ಪರಿಶೀಲನಾ ಸಭೆ ನಡೆಸಿದ ನಂತರ ಹೊಸ ವಿವಿಗಳನ್ನು ಮುಚ್ಚುವ ನಿರ್ಧಾರ ತೆಗೆದುಕೊಳ್ಳಲಾಗಿದೆ. ಇದು ಶಿಕ್ಷಣ ವಿರೋಧಿ ನೀತಿ ಎಂದು ಕೇಂದ್ರ ಸಚಿವ ಜೋಶಿ ವಾಗ್ದಾಳಿ ನಡೆಸಿದರು. (1139, 1870, 1506, 1988)
tag-suddi: ಸುದ್ದಿ (1139, 69, 1199, 100)
article-body: ಮೈಸೂರು: ಫೆಬ್ರವರಿ 18 ರಂದು ಬೆಳಿಗ್ಗೆ 10 ಗಂಟೆಯಿಂದ ಸಂಜೆ 6 ಗಂಟೆಯವರೆಗೆ ವಿ.ವಿ.ಮೊಹಲ್ಲಾ ವಿಭಾಗ ವ್ಯಾಪ್ತಿಯ 11 ಕೆ.ವಿ ಉಪಕೇಂದ್ರದಲ್ಲಿ ತುರ್ತು ನಿರ್ವಹಣಾ ಕಾಮಗಾರಿ ಕೈಗೊಳ್ಳಲಾಗಿದ್ದು ವಿದ್ಯುತ್ ವ್ಯತ್ಯಯವಾಗಲಿದೆ. ಕಾಳಿದಾಸ ರಸ್ತೆ, ಒಂಟಿಕೊಪ್ಪಲ್, ವಾಣಿವಿಲಾಸ ಮೊಹಲ್ಲಾ, ಗೋಕುಲಂ, ಜಯಲಕ್ಷ್ಮೀಪುರಂ, ಯಾದವಗಿರಿ, ಕೆಆರ್‌ಎಸ್ ರಸ್ತೆ ಸುತ್ತಮುತ್ತ, ಮಂಚೇಗೌಡನಕೊಪ್ಪಲು ಸೇರಿದಂತೆ ಸುತ್ತಮುತ್ತಲಿನ ಪ್ರದೇಶಗಳಲ್ಲಿ ವಿದ್ಯುತ್ ಸರಬರಾಜಿನಲ್ಲಿ ವ್ಯತ್ಯಯವಾಗಲಿದ್ದು, ಸಾರ್ವಜನಿಕರು ಸಹಕರಿಸಬೇಕು ಎಂದು ಚಾ.ವಿ.ಸ.ನಿ.ನಿ.ನಿ.ಯ ಪ್ರಕಟಣೆಯಲ್ಲಿ ತಿಳಿಸಿದ್ದಾರೆ. (9, 1066, 317, 1246)
continued-label: ಮೊದಲ ಪುಟದಿಂದ (398, 1454, 752, 1498)
headline: ಒಂದೇ ಕುಟುಂಬದ ನಾಲ್ವರ ಸಾವು (8, 2121, 259, 2149)
article-body-mid: ತೆಂಗಿನಕಾಯಿ ಹಾಲು, ದ್ರಾಕ್ಷಿರಸ, ಕಬ್ಬಿನ ಹಾಲು, ಮೋಸಂಬಿರಸ, ಕಿತ್ತಳೆರಸ, ಮಾವಿನ ರಸ, ಕಲ್ಕಚೂರ್ಣ, ಅರಿಶಿನ, ಕಷಾಯ, ಶ್ರೀಗಂಧ, ಚಂದನ, ಹಾಲು, ಮೊಸರು, ಕೇಸರಿ, ಪುಷ್ಪವೃಷ್ಟಿ ಸೇರಿದಂತೆ ಅನೇಕ ದ್ರವ್ಯಗಳಿಂದ ಮಹಾಮಸ್ತಕಾಭಿಷೇಕ ನೆರವೇರಿತು. ಕೊನೆಯಲ್ಲಿ ಮಂಗಳಾರತಿ ಮಾಡಲಾಯಿತು. (599, 1249, 855, 1367)
headline: ಲಸದಿಂದ ವಜಾ ಖಂಡಿಸಿ ಚಿಮಿಣಿ ಏರಿದ ಕಾರ್ಮಿಕ (766, 2097, 1061, 2156)
article-body: ಚಿಟಿಯಾಪಟ್ಟಣ: ಪ್ರಧಾನಿ ಮೋದಿ ಬದಲಿಸಿ ದೇಶ ಉಳಿಸಿ ಎಂದು ರಾಜ್ಯ ಕಾರ್ಮಿಕ ಸಚಿವ ಸಂತೋಷ್ ಲಾಡ್ ನೀಡಿರುವ ಹೇಳಿಕೆ ಖಂಡನೀಯ ಎಂದು ಜಿಲ್ಲಾ ಗ್ರಾಮಾಂತರ ಜಿಲ್ಲಾ ಪ್ರಧಾನ ಕಾರ್ಯದರ್ಶಿ ಕರಣ್ ಚಿಂತಾಮಣಿ ಗೌಡ ಖಂಡಿಸಿದ್ದಾರೆ. ಪ್ರಧಾನಿ ನರೇಂದ್ರ ಮೋದಿಯ ವರ ನೇತೃತ್ವದ ಸರ್ಕಾರ ದೇಶದ ಜನತೆ ಸತತ 3ನೇ ಬಾರಿಗೆ ಅಧಿಕಾರ ನೀಡಿದ್ದಾರೆ. ಪ್ರಧಾನಿ ನರೇಂದ್ರ ಮೋದಿಯವರು ಅಧಿಕಾರ ವಹಿಸಿ ಕೊಂಡ ಮೇಲೆ ದೇಶದ ಅಭಿವೃದ್ಧಿಗೆ ವಿಶ್ವದ 3ನೇ ಆರ್ಥಿಕತೆಯಾಗುವ ಕಡೆ ಮುನ್ನುಗ್ಗುತ್ತಿದೆ. ಕಳೆದ ಹತ್ತು ವರ್ಷಗಳಲ್ಲಿ ಸುಮಾರು 25 ಕೋಟಿಗೂ ಹೆಚ್ಚು ಬಡವರು ಬಡತನ ರೇಖೆ ದಾಟಿ ಉತ್ತಮ ಸ್ಥಿತಿಯಲ್ಲಿ ಜೀವನ ನಿರ್ವಹಣೆ ಮಾಡುತ್ತಿದ್ದಾರೆ ಎಂದು ಅಂಕಿ ಅಂಶಗಳು ಹೇಳುತ್ತಿವೆ. ಗರೀಬ್ ಕಲ್ಯಾಣ ಯೋಜನೆ ಅಡಿ ಉಚಿತ ಪಡಿತರ ನೀಡಲಾಗುತ್ತಿದೆ. ಈ ಹಿಂದೆ ಕಾಂಗ್ರೆಸ್ ಕಳೆದ 60 ವರ್ಷಗಳು ಹೇಳಿಕೊಂಡು ಬಂದಿದ್ದೇ ಗರೀಬಿ ಹಟಾವೋ ಆದರೆ ಅದನ್ನು ಕಾರ್ಯರೂಪಕ್ಕೆ ತಂದಿದ್ದು ನರೇಂದ್ರ ಮೋದಿ ಯವರ ನೇತೃತ್ವದ ಸರ್ಕಾರ. ದೇಶದ ಮೂಲಭೂತ ಸೌಕರ್ಯಗಳಾದ ಆತ್ಮನಿರ್ಭರ ಭಾರತ, ಮೇಕ್ ಇನ್ ಇಂಡಿಯಾ, ದೇಶದ ಇಂದಿನ ಸ್ಟಾರ್ಟ್ ಅಪ್ ಗಳ ಸಂಖ್ಯೆ, ದೇಶದ ಬಾಹ್ಯಾಕಾಶ ಕ್ಷೇತ್ರದ ಸಾಧನೆ, ದೇಶದ ರಕ್ಷಣಾ ಕ್ಷೇತ್ರದ ಸಾಧನೆ, ದೇಶದ ಇಂದಿನ ಮಿಲಿಟರಿ ಶಕ್ತಿ, ರಕ್ಷಣಾ ಕ್ಷೇತ್ರದ ಉತ್ಪಾದನೆಯಲ್ಲಿ ಹೆಚ್ಚಿನ ರಫ್ತಿನ ಪ್ರಮಾಣ, ದೇಶದ ರಾಷ್ಟ್ರೀಯ ಹೆದ್ದಾರಿ ನಿರ್ಮಾಣದಲ್ಲಿ ಆಗಿರುವ ವ್ಯಾಪಕ ಬದಲಾವಣೆ, ದೇಶದ ಈಗಿನ ಏಮ್ಸ್ ಗಳ ಸಂಖ್ಯೆ, ದೇಶದ ಈಗಿನ ವೈದ್ಯಕೀಯ ಕಾಲೇಜುಗಳ ಸಂಖ್ಯೆ. ಇವೆಲ್ಲವೂ ಚೀನಾ ದೇಶದಲ್ಲಿ ಇಂದು ಯುವ ಜನರು ರಾಷ್ಟ್ರೀಯವಾಗಿ ಮುನ್ನುಗ್ಗುತ್ತಿರುವುದು ಪ್ರಧಾನಿ ಮೋದಿ ಅವರ ನೇತೃತ್ವದ ಸಾಧನೆಯಿಂದ ಸಾಧ್ಯವಾಗಿದೆ ಎಂದರು. (177, 113, 563, 477)
headline: ಎಚ್‌ಡಿಕೆ ಜಮೀನು ಸರ್ವೆ (1139, 2113, 1328, 2141)
article-body-right: ಮೈಸೂರು ಮಲ್ಲಿಗೆ, ಸಂಪಿಗೆ, ಮಲ್ಲೆ, ಏಳು ಬಗೆಯ ಸೇವಂತಿಗೆ, ಆರು ಬಗೆಯ ಗುಲಾಬಿ, ಕಮಲಗಳು, ಬಿಳಿ ಸೇವಂತಿಗೆ, ಬೆಳ್ಳಿ ಹೂವುಗಳು, ಕೆಂಪು ಕನಕಾಂಬರ, ಕೊನೆಯಲ್ಲಿ ಪುಷ್ಪಗಳಿಂದ ಅಭಿಷೇಕ ನೆರವೇರಿಸಲಾಯಿತು. 108 ಕಲಶಗಳು ಹಾಗೂ ಮಹಾ ಶಾಂತಿಧಾರೆಯೊಂದಿಗೆ ಕಾರ್ಯಕ್ರಮ ಸಂಪನ್ನಗೊಂಡಿತು. (867, 1249, 1127, 1346)
article-metro-fare (8, 1658, 386, 1747)
article-body: ಮಧ್ಯಮವರ್ಗದ ವರ್ಷಗಳ ನಂತರ ಜೋಡಿ ಚಾರಿತ್ರಿಕ ಎಂಬ ಕಾರಣಕ್ಕೆ ವಿಷಯ ಚರ್ಚೆಯಾಗುತ್ತಿದೆ. ಅವಶ್ಯಕತೆ ಇದ್ದರೆ ಹೈಕಮಾಂಡ್ ತೀರ್ಮಾನ ಮಾಡಲಿದೆ ಎಂದರು. ಈ ವರ್ಷ ಕಬ್ಬು ನುರಿಸುವಿಕೆ ಪ್ರಮಾಣ ಕಳೆದ ವರ್ಷಕ್ಕಿಂತ ಕಡಿಮೆ ಇದೆ. ಈ ವರ್ಷ 5 ಲಕ್ಷ ಮೆಟ್ರಿಕ್ ಟನ್ ಕಬ್ಬು ನುರಿಸುವ ನಿರೀಕ್ಷೆಯಿದೆ. ಕೆಲವು ಸಕ್ಕರೆ ಕಾರ್ಖಾನೆಗಳು ಕೇವಲ 80ರಷ್ಟು ಕಬ್ಬಿನ ಬಿಲ್ ಪಾವತಿಸಿವೆ. ಇನ್ನು ಕೆಲವು ಕಾರ್ಖಾನೆಗಳು ಶೇ 75ರವರೆಗೆ ಪಾವತಿಸಿವೆ. ಒಂದು ಲಕ್ಷ ಮೆಟ್ರಿಕ್ ಟನ್ ಕಬ್ಬು ನುರಿಸಲು 60ರಷ್ಟು ಪಾವತಿಸಿವೆ. ರೈತರ ಎಲ್ಲಾ ಬಾಕಿ ಬಿಲ್ ಪಾವತಿಯಾಗಲಿದೆ ಎಂದು ತಿಳಿಸಿದರು. (766, 1826, 1124, 1965)
